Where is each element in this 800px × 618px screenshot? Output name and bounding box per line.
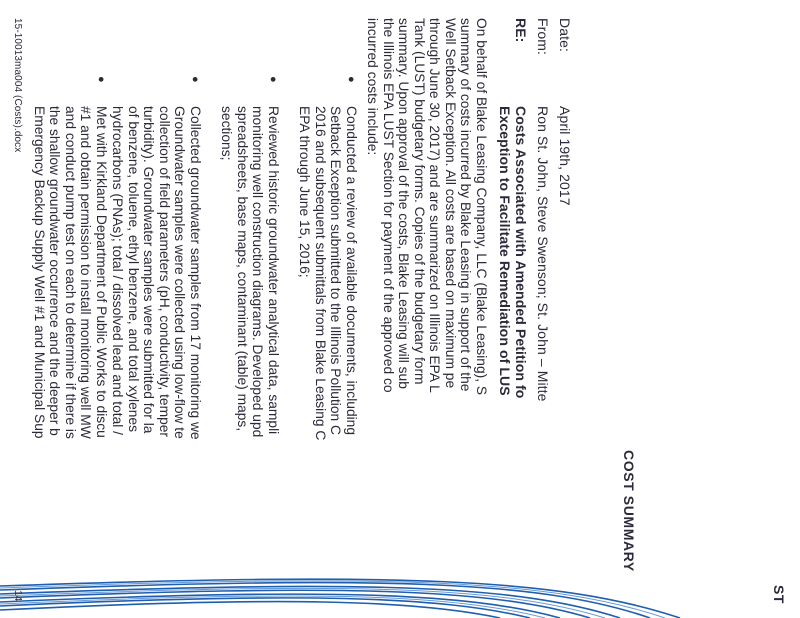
bullet-line: Reviewed historic groundwater analytical data, sampli [266, 106, 281, 435]
bullet-line: Emergency Backup Supply Well #1 and Municipal Sup [32, 106, 47, 439]
from-label: From: [535, 18, 551, 56]
bullet-line: sections; [219, 106, 235, 161]
re-line-1: Costs Associated with Amended Petition fo [513, 106, 529, 399]
bullet-line: #1 and obtain permission to install monitoring well MW [78, 106, 94, 439]
date-value: April 19th, 2017 [557, 106, 573, 206]
bullet-line: EPA through June 15, 2016; [297, 106, 313, 278]
bullet-line: hydrocarbons (PNAs); total / dissolved lead and total / [110, 106, 126, 435]
bullet-line: monitoring well construction diagrams. Developed upd [250, 106, 266, 438]
footer-page-number: 14 [12, 590, 23, 602]
bullet-line: turbidity). Groundwater samples were submitted for la [141, 106, 157, 434]
bullet-icon: ● [267, 76, 279, 83]
footer-filename: 15-10013ma004 (Costs).docx [12, 18, 23, 153]
bullet-line: 2016 and subsequent submittals from Blake Leasing C [313, 106, 328, 441]
paragraph-line: On behalf of Blake Leasing Company, LLC (Blake Leasing), S [474, 18, 489, 396]
company-name-fragment: ST [771, 585, 787, 604]
bullet-item [219, 106, 281, 437]
bullet-line: Conducted a review of available documents, including [344, 106, 359, 436]
date-label: Date: [557, 18, 573, 52]
paragraph-line: Tank (LUST) budgetary forms. Copies of the budgetary form [412, 18, 427, 385]
paragraph-line: incurred costs include: [365, 18, 381, 156]
bullet-item [110, 106, 203, 440]
bullet-item [297, 106, 359, 440]
bullet-item [32, 106, 110, 439]
paragraph-line: summary of costs incurred by Blake Leasing in support of the [458, 18, 474, 392]
paragraph-line: through June 30, 2017) and are summarized on Illinois EPA L [427, 18, 443, 393]
bullet-line: Setback Exception submitted to the Illinois Pollution C [328, 106, 344, 436]
bullet-icon: ● [345, 76, 357, 83]
re-label: RE: [513, 18, 529, 43]
paragraph-line: Well Setback Exception. All costs are based on maximum pe [443, 18, 458, 389]
bullet-line: and conduct pump test on each to determine if there is [63, 106, 78, 439]
intro-paragraph [365, 18, 489, 395]
bullet-icon: ● [95, 76, 107, 83]
bullet-icon: ● [189, 76, 201, 83]
bullet-line: Met with Kirkland Department of Public Works to discu [94, 106, 109, 438]
paragraph-line: the Illinois EPA LUST Section for payment of the approved co [381, 18, 396, 393]
company-logo-swoosh [0, 560, 800, 618]
from-value: Ron St. John, Steve Swenson; St. John – Mitte [535, 106, 551, 402]
bullet-line: collection of field parameters (pH, conductivity, temper [157, 106, 172, 438]
bullet-line: Collected groundwater samples from 17 monitoring we [188, 106, 203, 440]
paragraph-line: summary. Upon approval of the costs, Blake Leasing will sub [396, 18, 412, 389]
page-title: COST SUMMARY [621, 450, 637, 572]
bullet-line: of benzene, toluene, ethyl benzene, and total xylenes [126, 106, 141, 432]
bullet-line: the shallow groundwater occurrence and the deeper b [47, 106, 63, 436]
bullet-line: spreadsheets, base maps, contaminant (table) maps, [235, 106, 250, 432]
bullet-line: Groundwater samples were collected using low-flow te [172, 106, 188, 439]
re-line-2: Exception to Facilitate Remediation of LUS [497, 106, 513, 396]
